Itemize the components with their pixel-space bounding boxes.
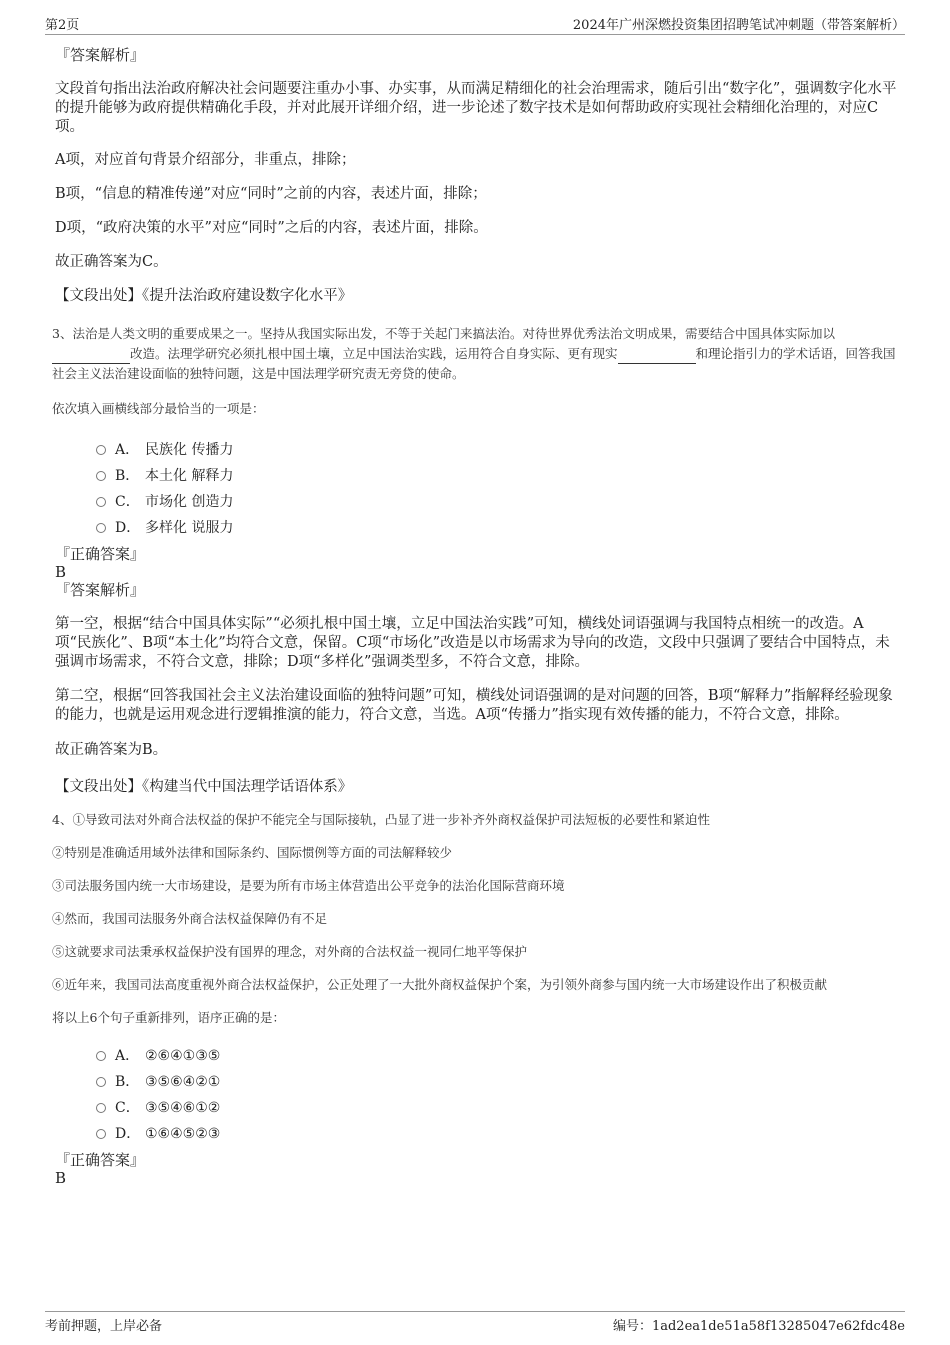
q3-analysis-para: 第一空，根据“结合中国具体实际”“必须扎根中国土壤，立足中国法治实践”可知，横线处词语强调与我国特点相统一的改造。A项“民族化”、B项“本土化”均符合文意，保留。C项“市场化”改造是以市场需求为导向的改造，文段中只强调了要结合中国特点，未强调市场需求，不符合文意，排除；D项“多样化”强调类型多，不符合文意，排除。 (55, 616, 890, 670)
q3-analysis-para: 故正确答案为B。 (55, 742, 168, 758)
radio-icon[interactable] (96, 471, 106, 481)
q3-analysis-para: 第二空，根据“回答我国社会主义法治建设面临的独特问题”可知，横线处词语强调的是对问题的回答，B项“解释力”指解释经验现象的能力，也就是运用观念进行逻辑推演的能力，符合文意，当选。A项“传播力”指实现有效传播的能力，不符合文意，排除。 (55, 688, 893, 723)
page-header (45, 12, 905, 35)
q4-options (55, 1043, 900, 1147)
q3-correct-answer: B (55, 563, 67, 581)
q3-analysis-label: 『答案解析』 (55, 581, 146, 599)
option-b[interactable]: B． ③⑤⑥④②① (96, 1069, 900, 1095)
q4-sentence: ③司法服务国内统一大市场建设，是要为所有市场主体营造出公平竞争的法治化国际营商环境 (52, 878, 565, 893)
option-d[interactable]: D． 多样化 说服力 (96, 515, 900, 541)
q2-analysis-para: 文段首句指出法治政府解决社会问题要注重办小事、办实事，从而满足精细化的社会治理需求，随后引出“数字化”，强调数字化水平的提升能够为政府提供精确化手段，并对此展开详细介绍，进一步论述了数字技术是如何帮助政府实现社会精细化治理的，对应C项。 (55, 81, 897, 135)
q3-options (55, 437, 900, 541)
q4-prompt: 将以上6个句子重新排列，语序正确的是： (52, 1010, 285, 1025)
page-number: 第2页 (45, 18, 80, 33)
footer-serial: 编号：1ad2ea1de51a58f13285047e62fdc48e (612, 1319, 905, 1334)
option-c[interactable]: C． ③⑤④⑥①② (96, 1095, 900, 1121)
q4-sentence: ⑤这就要求司法秉承权益保护没有国界的理念，对外商的合法权益一视同仁地平等保护 (52, 944, 528, 959)
q4-sentence: ④然而，我国司法服务外商合法权益保障仍有不足 (52, 911, 328, 926)
q4-sentence: 4、①导致司法对外商合法权益的保护不能完全与国际接轨，凸显了进一步补齐外商权益保护司法短板的必要性和紧迫性 (52, 812, 710, 827)
page-content (52, 45, 900, 1187)
radio-icon[interactable] (96, 523, 106, 533)
page-footer (45, 1311, 905, 1336)
option-c[interactable]: C． 市场化 创造力 (96, 489, 900, 515)
q3-prompt: 依次填入画横线部分最恰当的一项是： (52, 401, 265, 416)
q2-analysis-para: 故正确答案为C。 (55, 254, 168, 270)
radio-icon[interactable] (96, 497, 106, 507)
footer-slogan: 考前押题，上岸必备 (45, 1319, 163, 1334)
q2-analysis-para: B项，“信息的精准传递”对应“同时”之前的内容，表述片面，排除； (55, 186, 487, 202)
q4-sentence: ②特别是准确适用域外法律和国际条约、国际惯例等方面的司法解释较少 (52, 845, 453, 860)
option-b[interactable]: B． 本土化 解释力 (96, 463, 900, 489)
radio-icon[interactable] (96, 1103, 106, 1113)
q4-correct-label: 『正确答案』 (55, 1151, 146, 1169)
q2-source: 【文段出处】《提升法治政府建设数字化水平》 (55, 288, 353, 304)
q3-stem: 3、法治是人类文明的重要成果之一。坚持从我国实际出发，不等于关起门来搞法治。对待世界优秀法治文明成果，需要结合中国具体实际加以改造。法理学研究必须扎根中国土壤，立足中国法治实践，运用符合自身实际、更有现实 和理论指引力的学术话语，回答我国社会主义法治建设面临的独特问题，这是中国法理学研究责无旁贷的使命。 (52, 326, 896, 381)
q2-analysis-para: A项，对应首句背景介绍部分，非重点，排除； (55, 152, 356, 168)
q2-analysis-label: 『答案解析』 (55, 46, 146, 64)
q3-source: 【文段出处】《构建当代中国法理学话语体系》 (55, 779, 353, 795)
q2-analysis-para: D项，“政府决策的水平”对应“同时”之后的内容，表述片面，排除。 (55, 220, 488, 236)
q3-correct-label: 『正确答案』 (55, 545, 146, 563)
radio-icon[interactable] (96, 445, 106, 455)
fill-blank-2 (618, 351, 696, 364)
option-d[interactable]: D． ①⑥④⑤②③ (96, 1121, 900, 1147)
radio-icon[interactable] (96, 1077, 106, 1087)
q4-sentence: ⑥近年来，我国司法高度重视外商合法权益保护，公正处理了一大批外商权益保护个案，为引领外商参与国内统一大市场建设作出了积极贡献 (52, 977, 828, 992)
option-a[interactable]: A． 民族化 传播力 (96, 437, 900, 463)
option-a[interactable]: A． ②⑥④①③⑤ (96, 1043, 900, 1069)
radio-icon[interactable] (96, 1051, 106, 1061)
document-title: 2024年广州深燃投资集团招聘笔试冲刺题（带答案解析） (572, 18, 905, 33)
fill-blank-1 (52, 351, 130, 364)
radio-icon[interactable] (96, 1129, 106, 1139)
q4-correct-answer: B (55, 1169, 67, 1187)
